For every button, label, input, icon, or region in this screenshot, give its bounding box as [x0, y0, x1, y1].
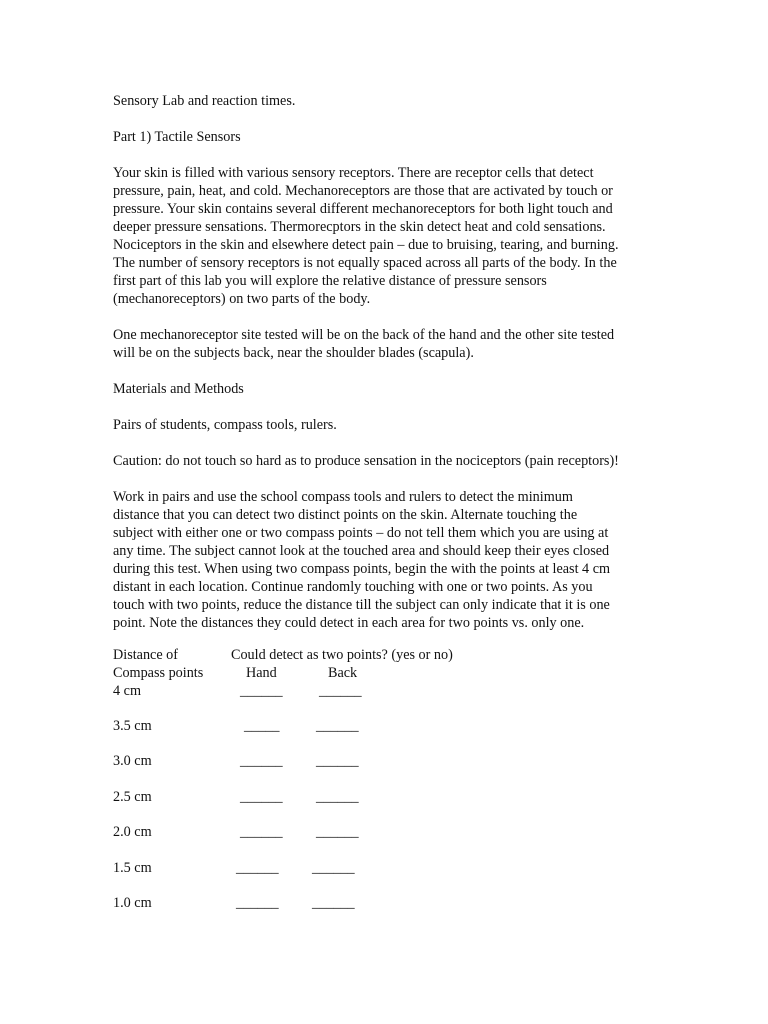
- method-line: distance that you can detect two distinct points on the skin. Alternate touching the: [113, 507, 578, 523]
- row-back-blank[interactable]: ______: [316, 824, 359, 840]
- row-hand-blank[interactable]: ______: [240, 683, 283, 699]
- row-back-blank[interactable]: ______: [312, 860, 355, 876]
- row-distance: 1.5 cm: [113, 860, 152, 876]
- caution-text: Caution: do not touch so hard as to produce sensation in the nociceptors (pain receptors)!: [113, 453, 619, 469]
- row-hand-blank[interactable]: ______: [240, 789, 283, 805]
- method-line: point. Note the distances they could detect in each area for two points vs. only one.: [113, 615, 585, 631]
- row-distance: 4 cm: [113, 683, 141, 699]
- row-hand-blank[interactable]: ______: [240, 753, 283, 769]
- col-distance-header-line2: Compass points: [113, 665, 204, 681]
- row-back-blank[interactable]: ______: [319, 683, 362, 699]
- materials-heading: Materials and Methods: [113, 381, 244, 397]
- document-title: Sensory Lab and reaction times.: [113, 93, 296, 109]
- method-paragraph: [113, 488, 658, 632]
- col-distance-header-line1: Distance of: [113, 647, 179, 663]
- row-distance: 1.0 cm: [113, 895, 152, 911]
- row-back-blank[interactable]: ______: [316, 718, 359, 734]
- method-line: subject with either one or two compass points – do not tell them which you are using at: [113, 525, 609, 541]
- col-detect-header: Could detect as two points? (yes or no): [231, 647, 453, 663]
- site-paragraph: [113, 326, 658, 362]
- row-distance: 2.5 cm: [113, 789, 152, 805]
- intro-paragraph: [113, 164, 658, 308]
- row-distance: 3.5 cm: [113, 718, 152, 734]
- site-line: One mechanoreceptor site tested will be on the back of the hand and the other site tested: [113, 327, 615, 343]
- row-back-blank[interactable]: ______: [312, 895, 355, 911]
- intro-line: pressure, pain, heat, and cold. Mechanoreceptors are those that are activated by touch or: [113, 183, 613, 199]
- intro-line: (mechanoreceptors) on two parts of the body.: [113, 291, 371, 307]
- row-hand-blank[interactable]: ______: [240, 824, 283, 840]
- method-line: during this test. When using two compass points, begin the with the points at least 4 cm: [113, 561, 611, 577]
- intro-line: The number of sensory receptors is not equally spaced across all parts of the body. In the: [113, 255, 617, 271]
- col-hand-header: Hand: [246, 665, 277, 681]
- intro-line: first part of this lab you will explore the relative distance of pressure sensors: [113, 273, 547, 289]
- row-distance: 3.0 cm: [113, 753, 152, 769]
- document-page: [113, 92, 658, 650]
- method-line: distant in each location. Continue randomly touching with one or two points. As you: [113, 579, 593, 595]
- intro-line: pressure. Your skin contains several different mechanoreceptors for both light touch and: [113, 201, 613, 217]
- row-distance: 2.0 cm: [113, 824, 152, 840]
- row-hand-blank[interactable]: ______: [236, 860, 279, 876]
- method-line: Work in pairs and use the school compass tools and rulers to detect the minimum: [113, 489, 573, 505]
- part1-heading: Part 1) Tactile Sensors: [113, 129, 241, 145]
- row-back-blank[interactable]: ______: [316, 753, 359, 769]
- results-table: [113, 647, 673, 927]
- materials-text: Pairs of students, compass tools, rulers.: [113, 417, 337, 433]
- row-back-blank[interactable]: ______: [316, 789, 359, 805]
- intro-line: deeper pressure sensations. Thermorecptors in the skin detect heat and cold sensations.: [113, 219, 606, 235]
- intro-line: Your skin is filled with various sensory receptors. There are receptor cells that detect: [113, 165, 594, 181]
- row-hand-blank[interactable]: ______: [236, 895, 279, 911]
- method-line: any time. The subject cannot look at the touched area and should keep their eyes closed: [113, 543, 610, 559]
- row-hand-blank[interactable]: _____: [244, 718, 280, 734]
- site-line: will be on the subjects back, near the shoulder blades (scapula).: [113, 345, 474, 361]
- method-line: touch with two points, reduce the distance till the subject can only indicate that it is one: [113, 597, 610, 613]
- col-back-header: Back: [328, 665, 358, 681]
- intro-line: Nociceptors in the skin and elsewhere detect pain – due to bruising, tearing, and burning.: [113, 237, 619, 253]
